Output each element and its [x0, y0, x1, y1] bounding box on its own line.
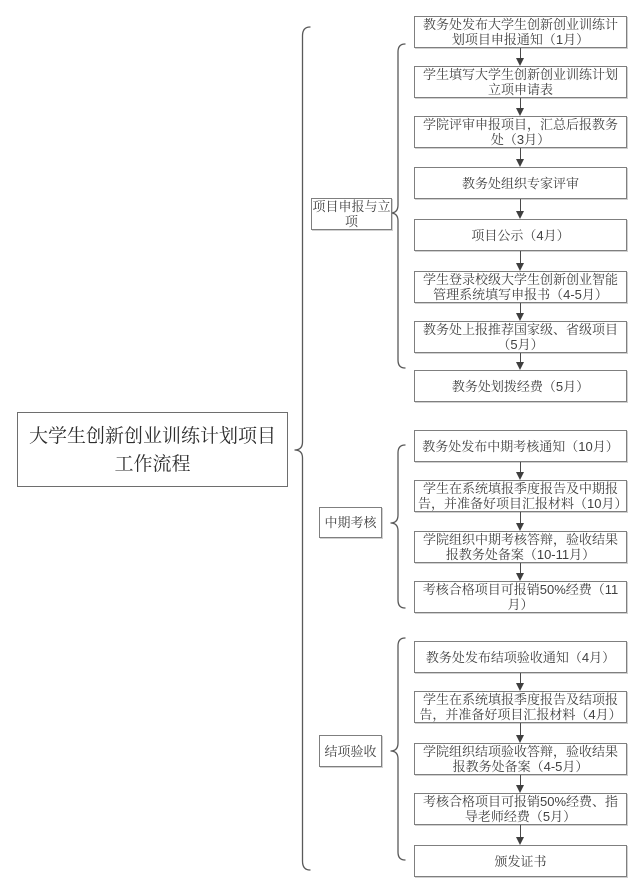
down-arrow-icon [514, 563, 527, 581]
down-arrow-icon [514, 251, 527, 271]
down-arrow-icon [514, 303, 527, 321]
down-arrow-icon [514, 673, 527, 691]
down-arrow-icon [514, 148, 527, 167]
section3-brace [391, 638, 406, 860]
flow-step-box: 教务处划拨经费（5月） [414, 370, 627, 402]
flow-step-box: 学院评审申报项目，汇总后报教务处（3月） [414, 116, 627, 148]
down-arrow-icon [514, 512, 527, 531]
flow-step-box: 考核合格项目可报销50%经费、指导老师经费（5月） [414, 793, 627, 825]
flow-step-box: 教务处发布结项验收通知（4月） [414, 641, 627, 673]
flow-step-box: 教务处组织专家评审 [414, 167, 627, 199]
flow-step-box: 学院组织结项验收答辩，验收结果报教务处备案（4-5月） [414, 743, 627, 775]
flow-step-box: 学生登录校级大学生创新创业智能管理系统填写申报书（4-5月） [414, 271, 627, 303]
down-arrow-icon [514, 199, 527, 219]
section1-brace [391, 44, 406, 368]
down-arrow-icon [514, 723, 527, 743]
section2-brace [391, 445, 406, 608]
flow-step-box: 项目公示（4月） [414, 219, 627, 251]
flow-step-box: 教务处上报推荐国家级、省级项目（5月） [414, 321, 627, 353]
flow-step-box: 学生在系统填报季度报告及结项报告，并准备好项目汇报材料（4月） [414, 691, 627, 723]
down-arrow-icon [514, 825, 527, 845]
title-box [17, 412, 288, 487]
flow-step-box: 学院组织中期考核答辩，验收结果报教务处备案（10-11月） [414, 531, 627, 563]
flow-step-box: 考核合格项目可报销50%经费（11月） [414, 581, 627, 613]
down-arrow-icon [514, 98, 527, 116]
flow-step-box: 教务处发布大学生创新创业训练计划项目申报通知（1月） [414, 16, 627, 48]
section-label-application: 项目申报与立项 [312, 199, 391, 229]
page-title-line2: 工作流程 [114, 452, 191, 475]
down-arrow-icon [514, 775, 527, 793]
down-arrow-icon [514, 353, 527, 370]
flow-step-box: 教务处发布中期考核通知（10月） [414, 430, 627, 462]
flow-step-box: 学生填写大学生创新创业训练计划立项申请表 [414, 66, 627, 98]
section-label-midterm: 中期考核 [319, 507, 382, 538]
flow-step-box: 颁发证书 [414, 845, 627, 877]
page-title-line1: 大学生创新创业训练计划项目 [28, 424, 276, 447]
section-label-conclusion: 结项验收 [319, 735, 382, 767]
flow-step-box: 学生在系统填报季度报告及中期报告，并准备好项目汇报材料（10月） [414, 480, 627, 512]
down-arrow-icon [514, 48, 527, 66]
down-arrow-icon [514, 462, 527, 480]
main-brace [295, 27, 311, 870]
